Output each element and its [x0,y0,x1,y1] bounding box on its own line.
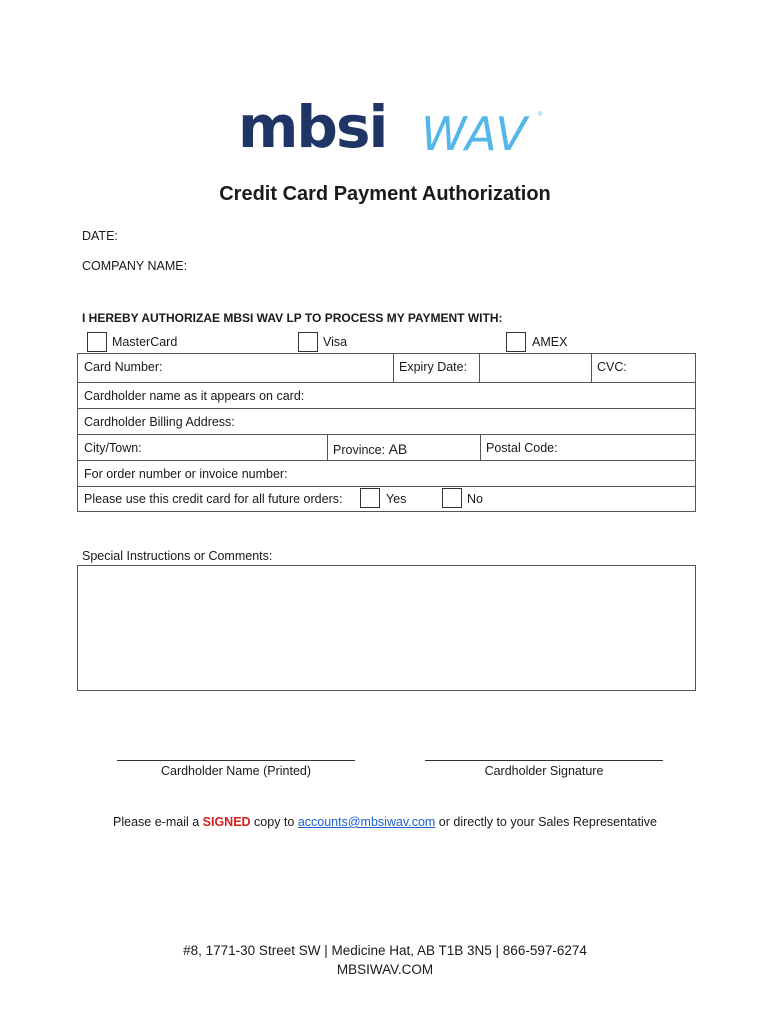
city-province-postal-row [78,435,695,461]
cvc-label: CVC: [597,360,627,374]
cardholder-name-field[interactable] [78,383,695,408]
note-text-before: Please e-mail a [113,815,203,829]
date-label: DATE: [82,229,118,243]
logo-registered-mark: ® [538,112,543,118]
email-instructions [0,815,770,829]
city-field[interactable] [78,435,327,460]
authorization-statement: I HEREBY AUTHORIZAE MBSI WAV LP TO PROCESS MY PAYMENT WITH: [82,311,503,325]
billing-address-field[interactable] [78,409,695,434]
cvc-field[interactable] [591,354,695,382]
comments-label: Special Instructions or Comments: [82,549,273,563]
no-label: No [467,492,483,506]
no-checkbox[interactable] [442,488,462,508]
note-text-after: or directly to your Sales Representative [435,815,657,829]
cardholder-name-row [78,383,695,409]
order-number-row [78,461,695,487]
amex-checkbox[interactable] [506,332,526,352]
expiry-date-field[interactable] [479,354,591,382]
footer-website: MBSIWAV.COM [336,962,434,977]
expiry-date-label: Expiry Date: [399,360,468,374]
city-label: City/Town: [84,441,142,455]
province-label: Province: [333,443,386,457]
postal-code-field[interactable] [480,435,695,460]
note-text-middle: copy to [250,815,298,829]
province-field[interactable] [327,435,480,460]
mastercard-label: MasterCard [112,335,178,349]
company-logo [238,93,548,164]
billing-address-label: Cardholder Billing Address: [84,415,235,429]
cardholder-name-label: Cardholder name as it appears on card: [84,389,305,403]
card-details-table [77,353,696,512]
email-link[interactable]: accounts@mbsiwav.com [297,815,436,829]
logo-text-wav: WAV [421,107,528,161]
future-orders-label: Please use this credit card for all future orders: [84,492,343,506]
signed-emphasis: SIGNED [202,815,251,829]
card-number-label: Card Number: [84,360,163,374]
province-value: AB [388,441,408,457]
name-printed-line[interactable] [117,760,355,761]
yes-checkbox[interactable] [360,488,380,508]
visa-checkbox[interactable] [298,332,318,352]
future-orders-label-cell [78,487,358,511]
signature-line[interactable] [425,760,663,761]
company-name-label: COMPANY NAME: [82,259,188,273]
card-number-field[interactable] [78,354,393,382]
postal-code-label: Postal Code: [486,441,558,455]
expiry-date-label-cell [393,354,479,382]
order-number-label: For order number or invoice number: [84,467,288,481]
order-number-field[interactable] [78,461,695,486]
footer-address: #8, 1771-30 Street SW | Medicine Hat, AB T1B 3N5 | 866-597-6274 [183,943,587,958]
amex-label: AMEX [532,335,568,349]
logo-text-mbsi: mbsi [238,93,387,161]
yes-label: Yes [386,492,407,506]
comments-textarea[interactable] [77,565,696,691]
signature-label: Cardholder Signature [484,764,604,778]
name-printed-label: Cardholder Name (Printed) [160,764,312,778]
billing-address-row [78,409,695,435]
visa-label: Visa [323,335,348,349]
page-title: Credit Card Payment Authorization [219,183,551,205]
mastercard-checkbox[interactable] [87,332,107,352]
card-number-row [78,354,695,383]
